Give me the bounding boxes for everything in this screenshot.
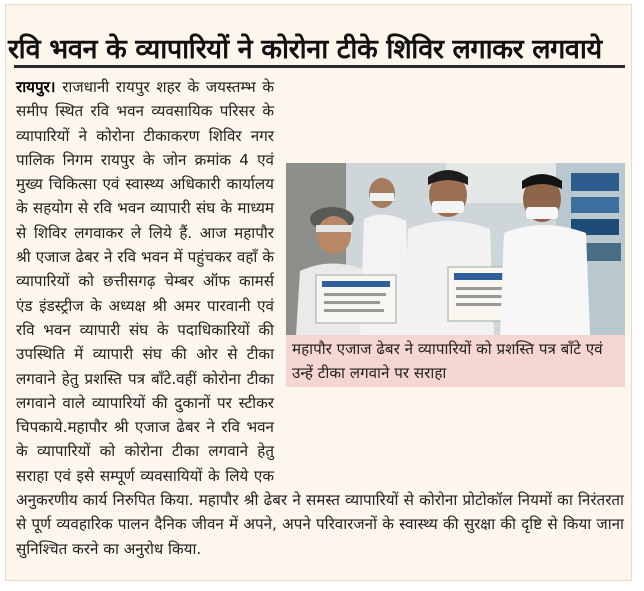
headline-rule bbox=[14, 65, 625, 68]
photo-caption: महापौर एजाज ढेबर ने व्यापारियों को प्रशस्ति पत्र बाँटे एवं उन्हें टीका लगवाने पर सराहा bbox=[286, 335, 625, 387]
dateline: रायपुर। bbox=[16, 78, 56, 96]
headline: रवि भवन के व्यापारियों ने कोरोना टीके शिविर लगाकर लगवाये bbox=[8, 34, 602, 65]
newspaper-clipping bbox=[5, 4, 632, 581]
article-text: राजधानी रायपुर शहर के जयस्तम्भ के समीप स्थित रवि भवन व्यवसायिक परिसर के व्यापारियों ने कोरोना टीकाकरण शिविर नगर पालिक निगम रायपुर के जोन क्रमांक 4 एवं मुख्य चिकित्सा एवं स्वास्थ्य अधिकारी कार्यालय के सहयोग से रवि भवन व्यापारी संघ के माध्यम से शिविर लगवाकर ले लिये हैं. आज महापौर श्री एजाज ढेबर ने रवि भवन में पहुंचकर वहाँ के व्यापारियों को छत्तीसगढ़ चेम्बर ऑफ कामर्स एंड इंडस्ट्रीज के अध्यक्ष श्री अमर पारवानी एवं रवि भवन व्यापारी संघ के पदाधिकारियों की उपस्थिति में व्यापारी संघ की ओर से टीका लगवाने हेतु प्रशस्ति पत्र बाँटे.वहीं कोरोना टीका लगवाने वाले व्यापारियों की दुकानों पर स्टीकर चिपकाये.महापौर श्री एजाज ढेबर ने रवि भवन के व्यापारियों को कोरोना टीका लगवाने हेतु सराहा एवं इसे सम्पूर्ण व्यवसायियों के लिये एक अनुकरणीय कार्य निरुपित किया. महापौर श्री ढेबर ने समस्त व्यापारियों से कोरोना प्रोटोकॉल नियमों का निरंतरता से पूर्ण व्यवहारिक पालन दैनिक जीवन में अपने, अपने परिवारजनों के स्वास्थ्य की सुरक्षा की दृष्टि से किया जाना सुनिश्चित करने का अनुरोध किया. bbox=[16, 78, 624, 558]
news-photo bbox=[286, 163, 625, 335]
